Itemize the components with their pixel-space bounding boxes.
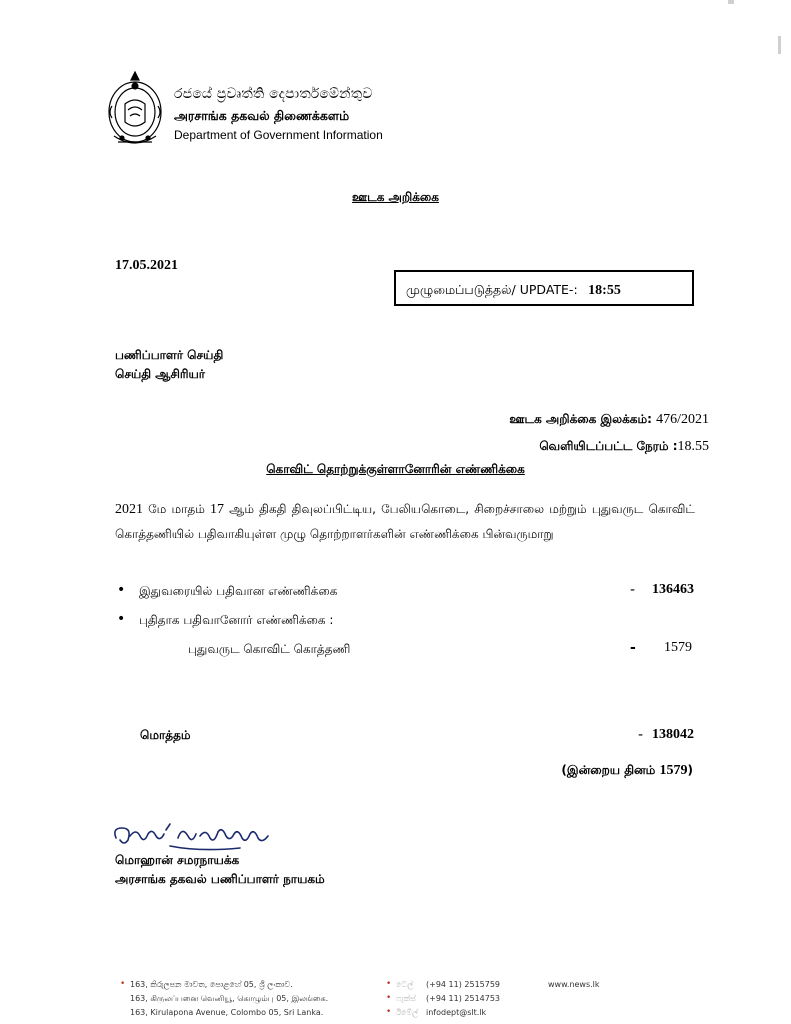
org-name-tamil: அரசாங்க தகவல் திணைக்களம் xyxy=(174,108,350,123)
footer-fax-label: ෆැක්ස් xyxy=(396,994,416,1003)
footer-email-value: infodept@slt.lk xyxy=(426,1008,487,1017)
release-number xyxy=(509,412,709,428)
today-prefix: (இன்றைய தினம் xyxy=(561,763,660,777)
release-number-label: ஊடக அறிக்கை இலக்கம்: xyxy=(509,412,652,426)
footer-fax-value: (+94 11) 2514753 xyxy=(426,994,501,1003)
footer-email-bullet-icon: • xyxy=(386,1007,392,1017)
signatory-title: அரசாங்க தகவல் பணிப்பாளர் நாயகம் xyxy=(115,872,325,886)
update-label: முழுமைப்படுத்தல்/ UPDATE-: xyxy=(406,282,578,297)
bullet-icon: • xyxy=(117,582,126,598)
footer-fax-bullet-icon: • xyxy=(386,993,392,1003)
today-count xyxy=(561,763,693,779)
footer-address-tamil: 163, கிருலப்பனை வெனியூ, கொழும்பு 05, இலங்கை. xyxy=(130,994,329,1003)
document-date: 17.05.2021 xyxy=(115,258,178,273)
grand-total-dash: - xyxy=(638,727,644,743)
new-cases-label: புதிதாக பதிவானோர் எண்ணிக்கை : xyxy=(139,613,334,627)
grand-total-value: 138042 xyxy=(652,727,694,742)
today-suffix: ) xyxy=(687,763,693,777)
document-title: ஊடக அறிக்கை xyxy=(352,190,439,204)
scan-mark-side xyxy=(778,36,781,54)
footer-address-english: 163, Kirulapona Avenue, Colombo 05, Sri Lanka. xyxy=(130,1008,324,1017)
today-value: 1579 xyxy=(659,763,688,778)
new-year-cluster-value: 1579 xyxy=(664,640,692,655)
paragraph-day: 17 xyxy=(210,502,225,517)
release-time xyxy=(539,439,709,455)
recipient-line-2: செய்தி ஆசிரியர் xyxy=(115,367,206,381)
org-name-english: Department of Government Information xyxy=(174,128,383,142)
total-so-far-dash: - xyxy=(630,582,636,598)
bullet-icon: • xyxy=(117,611,126,627)
section-heading: கொவிட் தொற்றுக்குள்ளானோரின் எண்ணிக்கை xyxy=(266,462,525,476)
update-time: 18:55 xyxy=(588,283,621,298)
footer-phone-value: (+94 11) 2515759 xyxy=(426,980,501,989)
release-number-value: 476/2021 xyxy=(656,412,709,427)
sri-lanka-emblem-logo xyxy=(104,66,166,150)
total-so-far-label: இதுவரையில் பதிவான எண்ணிக்கை xyxy=(139,584,338,598)
update-line xyxy=(406,282,621,299)
footer-phone-label: ටෙල් xyxy=(396,980,414,989)
footer-email xyxy=(396,1008,486,1018)
paragraph-year: 2021 xyxy=(115,502,143,517)
signatory-name: மொஹான் சமரநாயக்க xyxy=(115,853,240,867)
footer-fax xyxy=(396,994,500,1004)
org-name-sinhala: රජයේ ප්‍රවෘත්ති දෙපාර්තමේන්තුව xyxy=(174,86,373,102)
footer-address-bullet-icon: • xyxy=(120,979,126,989)
recipient-line-1: பணிப்பாளர் செய்தி xyxy=(115,348,224,362)
new-year-cluster-dash: - xyxy=(630,640,636,656)
release-time-value: 18.55 xyxy=(677,439,709,454)
paragraph-text-b: ஆம் திகதி திவுலப்பிட்டிய, பேலியகொடை, சிறைச்சாலை மற்றும் புதுவருட கொவிட் கொத்தணியில் பதிவாகியுள்ள முழு தொற்றாளர்களின் எண்ணிக்கை பின்வருமாறு xyxy=(115,502,695,541)
footer-website: www.news.lk xyxy=(548,980,600,989)
grand-total-label: மொத்தம் xyxy=(140,728,191,742)
footer-phone-bullet-icon: • xyxy=(386,979,392,989)
total-so-far-value: 136463 xyxy=(652,582,694,597)
paragraph-text-a: மே மாதம் xyxy=(143,502,211,516)
footer-address-sinhala: 163, කිරුලපන මාවත, පොළහේ 05, ශ්‍රී ලංකාව. xyxy=(130,980,293,989)
handwritten-signature xyxy=(110,820,290,856)
footer-phone xyxy=(396,980,500,990)
release-time-label: வெளியிடப்பட்ட நேரம் : xyxy=(539,439,678,453)
new-year-cluster-label: புதுவருட கொவிட் கொத்தணி xyxy=(188,642,351,656)
body-paragraph xyxy=(115,497,695,546)
footer-email-label: ඊමේල් xyxy=(396,1008,419,1017)
scan-mark-top xyxy=(728,0,734,4)
